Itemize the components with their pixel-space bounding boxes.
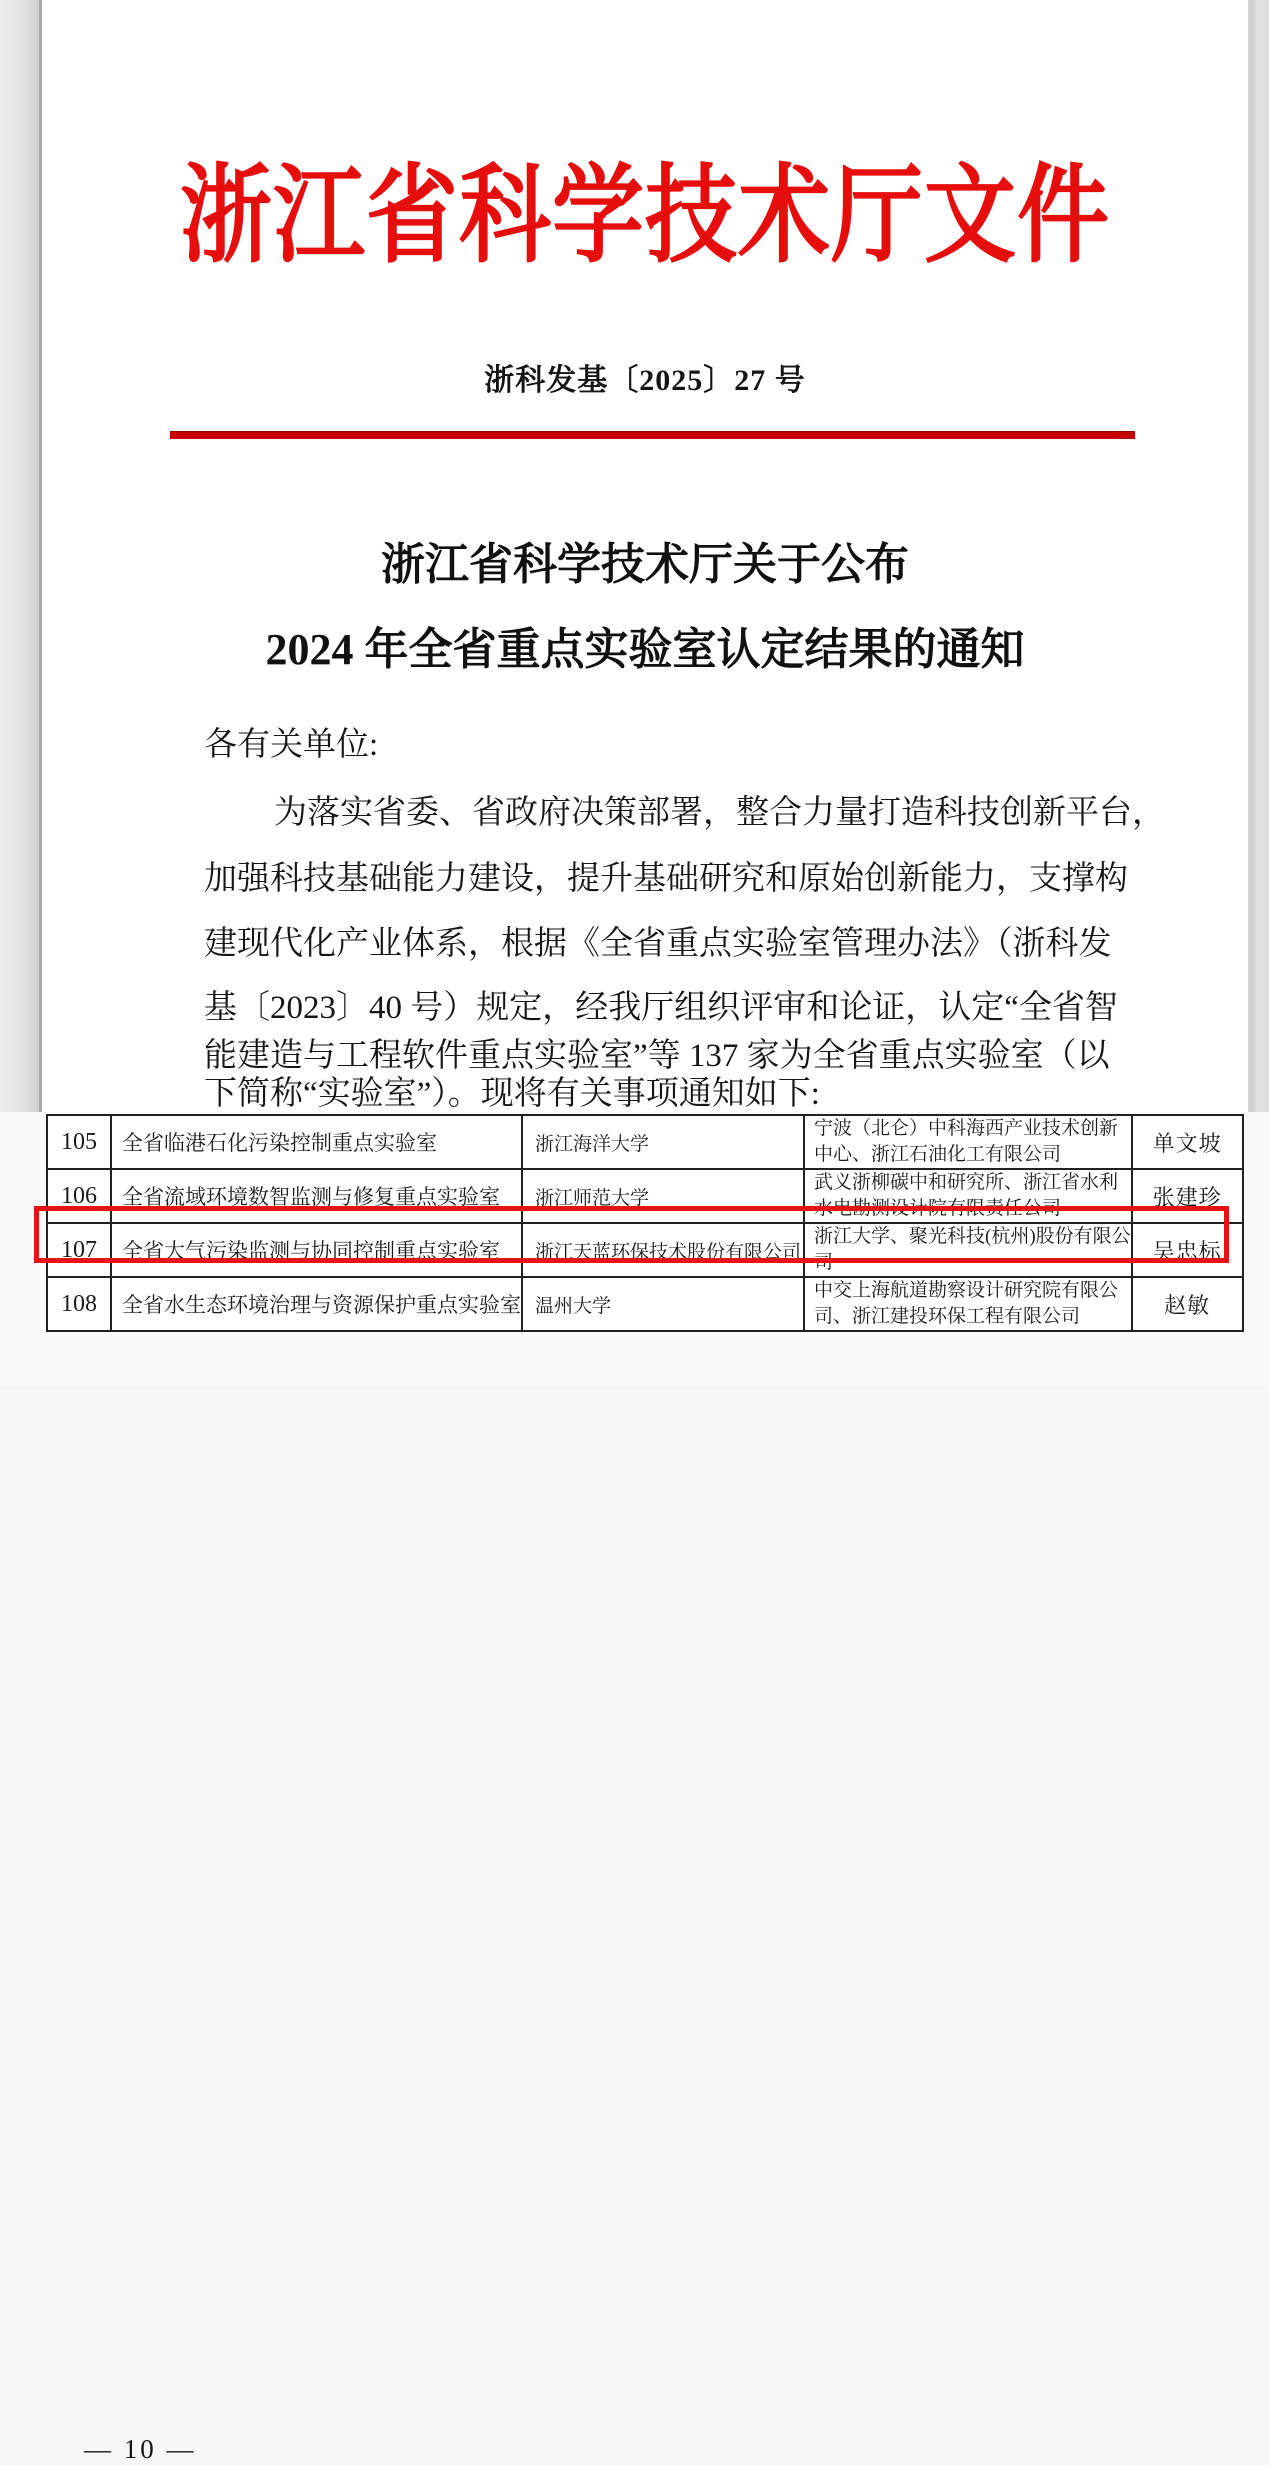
host-institution: 温州大学 bbox=[522, 1277, 804, 1331]
table-row-107-highlighted bbox=[47, 1223, 1243, 1277]
body-line: 为落实省委、省政府决策部署，整合力量打造科技创新平台， bbox=[274, 795, 1165, 831]
director-name: 单文坡 bbox=[1132, 1115, 1243, 1169]
row-number: 106 bbox=[47, 1169, 111, 1223]
notice-title bbox=[42, 528, 1248, 677]
row-number: 105 bbox=[47, 1115, 111, 1169]
host-institution: 浙江海洋大学 bbox=[522, 1115, 804, 1169]
letterhead-title: 浙江省科学技术厅文件 bbox=[179, 156, 1110, 275]
partner-institutions bbox=[804, 1169, 1132, 1223]
partner-line: 宁波（北仑）中科海西产业技术创新 bbox=[814, 1118, 1119, 1139]
lab-name: 全省大气污染监测与协同控制重点实验室 bbox=[111, 1223, 522, 1277]
lab-name: 全省流域环境数智监测与修复重点实验室 bbox=[111, 1169, 522, 1223]
body-line: 建现代化产业体系，根据《全省重点实验室管理办法》（浙科发 bbox=[204, 926, 1112, 962]
scan-margin-right bbox=[1249, 0, 1269, 1112]
host-institution: 浙江天蓝环保技术股份有限公司 bbox=[522, 1223, 804, 1277]
row-number: 107 bbox=[47, 1223, 111, 1277]
director-name: 赵敏 bbox=[1132, 1277, 1243, 1331]
scan-margin-left bbox=[0, 0, 39, 1112]
letterhead-red-rule bbox=[170, 431, 1135, 439]
partner-line: 武义浙柳碳中和研究所、浙江省水利 bbox=[814, 1172, 1119, 1193]
partner-institutions bbox=[804, 1223, 1132, 1277]
body-line: 能建造与工程软件重点实验室”等 137 家为全省重点实验室（以 bbox=[204, 1038, 1110, 1074]
partner-line: 浙江大学、聚光科技(杭州)股份有限公 bbox=[814, 1226, 1131, 1247]
director-name: 张建珍 bbox=[1132, 1169, 1243, 1223]
row-number: 108 bbox=[47, 1277, 111, 1331]
key-labs-table bbox=[46, 1114, 1244, 1332]
partner-line: 司、浙江建投环保工程有限公司 bbox=[814, 1306, 1081, 1327]
document-number: 浙科发基〔2025〕27 号 bbox=[484, 364, 806, 397]
partner-line: 中交上海航道勘察设计研究院有限公 bbox=[814, 1280, 1119, 1301]
notice-title-line2: 2024 年全省重点实验室认定结果的通知 bbox=[265, 625, 1025, 674]
partner-line: 中心、浙江石油化工有限公司 bbox=[814, 1144, 1062, 1165]
partner-institutions bbox=[804, 1277, 1132, 1331]
lab-name: 全省临港石化污染控制重点实验室 bbox=[111, 1115, 522, 1169]
lab-name: 全省水生态环境治理与资源保护重点实验室 bbox=[111, 1277, 522, 1331]
body-line: 基〔2023〕40 号）规定，经我厅组织评审和论证，认定“全省智 bbox=[204, 990, 1118, 1026]
table-row-105 bbox=[47, 1115, 1243, 1169]
salutation: 各有关单位: bbox=[204, 727, 379, 763]
host-institution: 浙江师范大学 bbox=[522, 1169, 804, 1223]
partner-line: 水电勘测设计院有限责任公司 bbox=[814, 1198, 1062, 1219]
partner-institutions bbox=[804, 1115, 1132, 1169]
director-name: 吴忠标 bbox=[1132, 1223, 1243, 1277]
document-page bbox=[39, 0, 1250, 1112]
table-row-106 bbox=[47, 1169, 1243, 1223]
body-line: 下简称“实验室”）。现将有关事项通知如下: bbox=[204, 1076, 820, 1112]
body-line: 加强科技基础能力建设，提升基础研究和原始创新能力，支撑构 bbox=[204, 861, 1128, 897]
partner-line: 司 bbox=[814, 1252, 834, 1273]
page-number: — 10 — bbox=[84, 2434, 197, 2464]
notice-title-line1: 浙江省科学技术厅关于公布 bbox=[381, 540, 909, 589]
table-row-108 bbox=[47, 1277, 1243, 1331]
